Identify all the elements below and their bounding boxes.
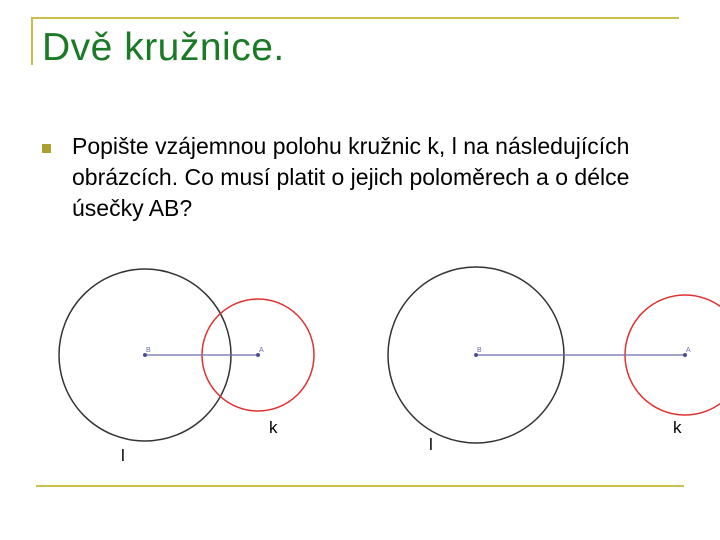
point-a-label: A [686,347,691,354]
figure-disjoint [388,267,720,454]
bullet-text: Popište vzájemnou polohu kružnic k, l na následujících obrázcích. Co musí platit o jejich poloměrech a o délce úsečky AB? [72,133,630,221]
circle-l-label: l [429,435,433,454]
circle-l-label: l [121,446,125,465]
point-a-label: A [259,347,264,354]
figure-intersecting [59,269,314,465]
circle-k-label: k [269,418,278,437]
circle-k-label: k [673,418,682,437]
point-b-label: B [146,347,151,354]
slide-title: Dvě kružnice. [42,26,285,69]
point-b-label: B [477,347,482,354]
